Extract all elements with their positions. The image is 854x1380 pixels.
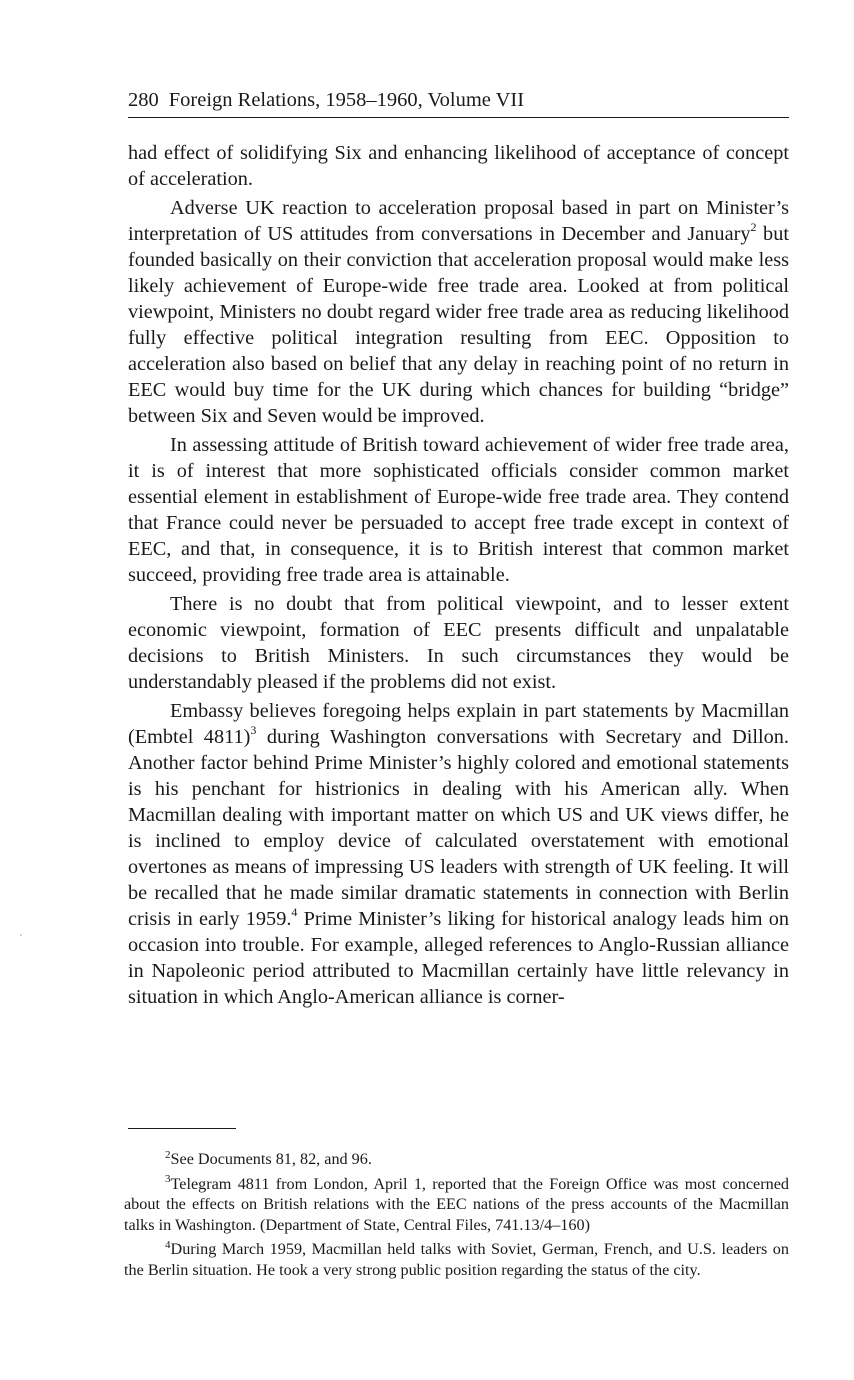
footnote-divider [128,1128,236,1129]
footnote-ref-4[interactable]: 4 [291,905,298,920]
paragraph-3: In assessing attitude of British toward achievement of wider free trade area, it is of interest that more sophisticated officials consider common market essential element in establishment of Europe-wide free trade area. They contend that France could never be persuaded to accept free trade except in context of EEC, and that, in consequence, it is to British interest that common market succeed, providing free trade area is attainable. [128,434,789,586]
margin-speck [20,934,22,936]
footnote-text: See Documents 81, 82, and 96. [170,1150,372,1168]
page-number: 280 [128,89,159,111]
page-content [128,86,789,1013]
paragraph-5 [128,698,789,1010]
footnotes [124,1149,789,1284]
running-head [128,86,789,118]
footnote-text: During March 1959, Macmillan held talks with Soviet, German, French, and U.S. leaders on the Berlin situation. He took a very strong public position regarding the status of the city. [124,1240,789,1279]
volume-title: Foreign Relations, 1958–1960, Volume VII [168,89,525,111]
footnote-4 [124,1239,789,1280]
footnote-3 [124,1174,789,1236]
paragraph-2-part-b: but founded basically on their conviction that acceleration proposal would make less likely achievement of Europe-wide free trade area. Looked at from political viewpoint, Ministers no doubt regard wider free trade area as reducing likelihood fully effective political integration resulting from EEC. Opposition to acceleration also based on belief that any delay in reaching point of no return in EEC would buy time for the UK during which chances for building “bridge” between Six and Seven would be improved. [128,223,789,427]
footnote-marker: 2 [165,1148,171,1161]
footnote-marker: 3 [165,1173,171,1186]
body-text [128,140,789,1010]
footnote-2 [124,1149,789,1170]
paragraph-1: had effect of solidifying Six and enhancing likelihood of acceptance of concept of acceleration. [128,142,789,190]
paragraph-5-part-c: Prime Minister’s liking for historical analogy leads him on occasion into trouble. For example, alleged references to Anglo-Russian alliance in Napoleonic period attributed to Macmillan certainly have little relevancy in situation in which Anglo-American alliance is corner- [128,908,790,1008]
footnote-ref-2[interactable]: 2 [750,220,757,235]
paragraph-2-part-a: Adverse UK reaction to acceleration proposal based in part on Minister’s interpretation of US attitudes from conversations in December and January [128,197,789,245]
footnote-text: Telegram 4811 from London, April 1, reported that the Foreign Office was most concerned about the effects on British relations with the EEC nations of the press accounts of the Macmillan talks in Washington. (Department of State, Central Files, 741.13/4–160) [124,1174,789,1234]
footnote-ref-3[interactable]: 3 [250,723,257,738]
footnote-marker: 4 [165,1238,171,1251]
paragraph-5-part-a: Embassy believes foregoing helps explain in part statements by Macmillan (Embtel 4811) [128,700,789,748]
paragraph-2 [128,195,789,429]
paragraph-5-part-b: during Washington conversations with Secretary and Dillon. Another factor behind Prime Minister’s highly colored and emotional statements is his penchant for histrionics in dealing with his American ally. When Macmillan dealing with important matter on which US and UK views differ, he is inclined to employ device of calculated overstatement with emotional overtones as means of impressing US leaders with strength of UK feeling. It will be recalled that he made similar dramatic statements in connection with Berlin crisis in early 1959. [128,726,789,930]
paragraph-4: There is no doubt that from political viewpoint, and to lesser extent economic viewpoint, formation of EEC presents difficult and unpalatable decisions to British Ministers. In such circumstances they would be understandably pleased if the problems did not exist. [128,593,789,693]
